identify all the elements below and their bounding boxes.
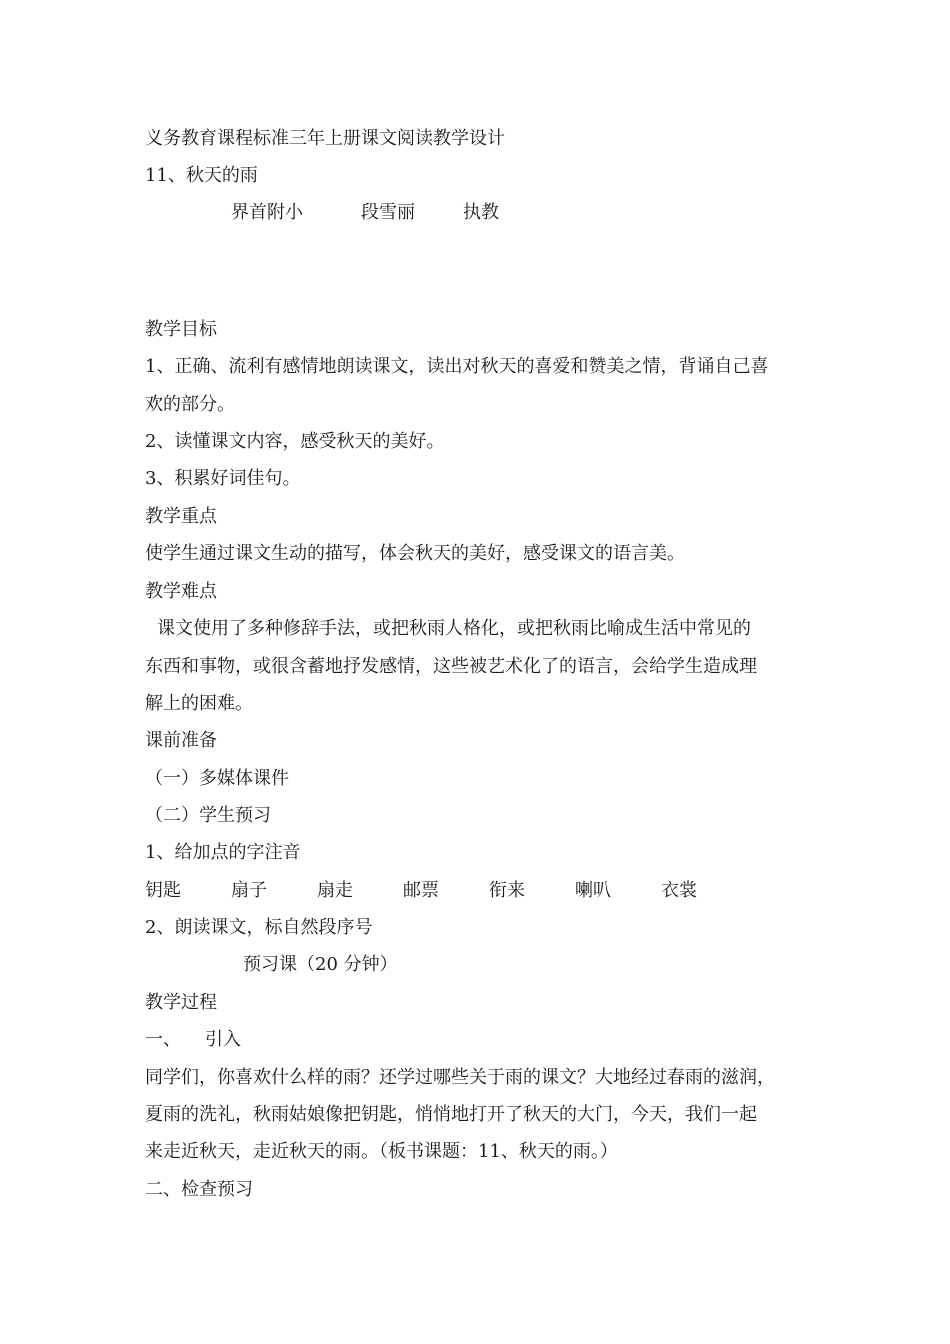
goal-3: 3、积累好词佳句。 [145, 468, 301, 489]
step-1 [145, 1028, 241, 1052]
key-text: 使学生通过课文生动的描写，体会秋天的美好，感受课文的语言美。 [145, 543, 685, 564]
document-title: 义务教育课程标准三年上册课文阅读教学设计 [145, 128, 505, 149]
pinyin-task: 1、给加点的字注音 [145, 842, 301, 863]
step-2: 二、检查预习 [145, 1179, 253, 1200]
difficulty-heading: 教学难点 [145, 581, 217, 602]
goal-2: 2、读懂课文内容，感受秋天的美好。 [145, 431, 445, 452]
word-item: 邮票 [403, 880, 439, 901]
difficulty-line-1: 课文使用了多种修辞手法，或把秋雨人格化，或把秋雨比喻成生活中常见的 [157, 618, 751, 639]
word-item: 扇走 [317, 880, 353, 901]
prep-heading: 课前准备 [145, 730, 217, 751]
intro-line-2: 夏雨的洗礼，秋雨姑娘像把钥匙，悄悄地打开了秋天的大门，今天，我们一起 [145, 1104, 757, 1125]
prep-item-1: （一）多媒体课件 [145, 768, 289, 789]
step-1-title: 引入 [205, 1029, 241, 1050]
word-item: 扇子 [231, 880, 267, 901]
word-item: 衔来 [489, 880, 525, 901]
prep-item-2: （二）学生预习 [145, 805, 271, 826]
byline-teacher: 段雪丽 [361, 202, 415, 223]
goal-1-line-1: 1、正确、流利有感情地朗读课文，读出对秋天的喜爱和赞美之情，背诵自己喜 [145, 356, 769, 377]
process-heading: 教学过程 [145, 992, 217, 1013]
step-1-number: 一、 [145, 1029, 181, 1050]
intro-line-1: 同学们，你喜欢什么样的雨？还学过哪些关于雨的课文？大地经过春雨的滋润， [145, 1067, 775, 1088]
goal-1-line-2: 欢的部分。 [145, 394, 235, 415]
difficulty-line-2: 东西和事物，或很含蓄地抒发感情，这些被艺术化了的语言，会给学生造成理 [145, 656, 757, 677]
lesson-title: 11、秋天的雨 [145, 165, 258, 186]
byline [231, 201, 499, 225]
byline-school: 界首附小 [231, 202, 303, 223]
word-item: 衣裳 [661, 880, 697, 901]
word-list [145, 879, 747, 903]
difficulty-line-3: 解上的困难。 [145, 693, 253, 714]
read-task: 2、朗读课文，标自然段序号 [145, 917, 373, 938]
intro-line-3: 来走近秋天，走近秋天的雨。（板书课题：11、秋天的雨。） [145, 1141, 618, 1162]
byline-role: 执教 [463, 202, 499, 223]
word-item: 喇叭 [575, 880, 611, 901]
preview-class: 预习课（20 分钟） [243, 954, 398, 975]
goals-heading: 教学目标 [145, 319, 217, 340]
key-heading: 教学重点 [145, 506, 217, 527]
word-item: 钥匙 [145, 880, 181, 901]
